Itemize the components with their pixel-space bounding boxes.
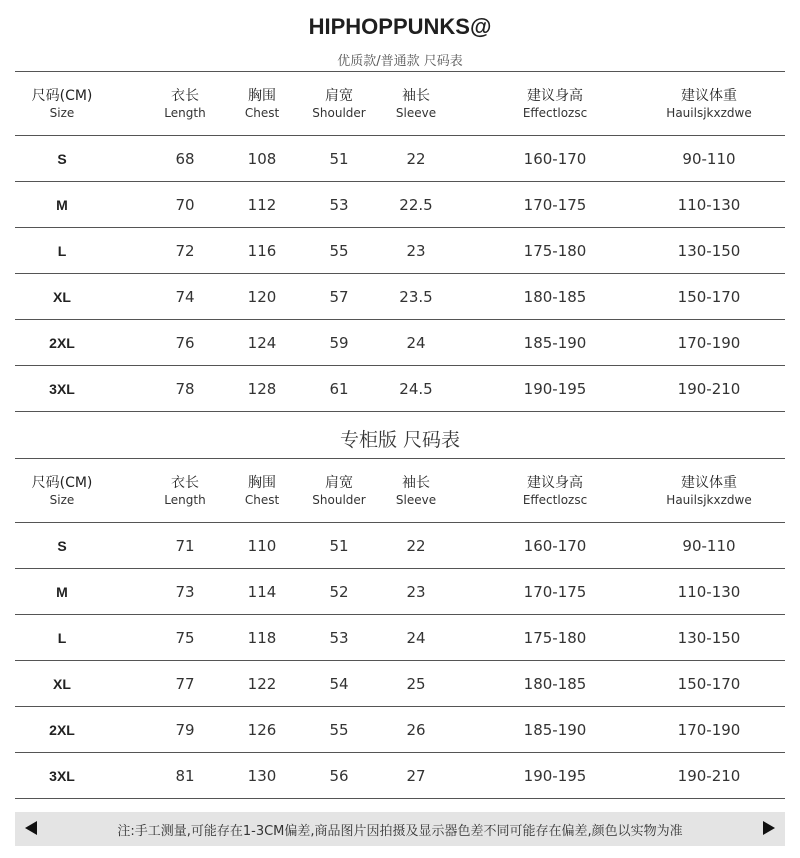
cell-height: 185-190 <box>523 720 587 739</box>
cell-sleeve: 24 <box>406 628 426 647</box>
cell-sleeve: 27 <box>406 766 426 785</box>
cell-shoulder: 51 <box>329 149 349 168</box>
cell-weight: 130-150 <box>677 241 741 260</box>
cell-chest: 126 <box>247 720 277 739</box>
cell-size: XL <box>53 675 71 692</box>
cell-chest: 110 <box>247 536 277 555</box>
table-row <box>15 661 785 707</box>
cell-size: S <box>57 537 67 554</box>
cell-weight: 110-130 <box>677 195 741 214</box>
cell-height: 180-185 <box>523 674 587 693</box>
cell-weight: 90-110 <box>682 149 736 168</box>
cell-chest: 130 <box>247 766 277 785</box>
cell-sleeve: 22 <box>406 149 426 168</box>
cell-weight: 190-210 <box>677 379 741 398</box>
cell-chest: 122 <box>247 674 277 693</box>
cell-sleeve: 23 <box>406 241 426 260</box>
header-height: 建议身高 Effectlozsc <box>522 474 588 507</box>
table2-title: 专柜版 尺码表 <box>339 429 461 451</box>
cell-height: 175-180 <box>523 628 587 647</box>
cell-chest: 124 <box>247 333 277 352</box>
cell-sleeve: 25 <box>406 674 426 693</box>
cell-size: 3XL <box>49 767 75 784</box>
header-size: 尺码(CM) Size <box>31 87 93 120</box>
cell-height: 180-185 <box>523 287 587 306</box>
table-row <box>15 523 785 569</box>
cell-sleeve: 24.5 <box>399 379 433 398</box>
cell-sleeve: 23 <box>406 582 426 601</box>
cell-weight: 150-170 <box>677 287 741 306</box>
cell-size: L <box>57 629 67 646</box>
cell-weight: 170-190 <box>677 720 741 739</box>
cell-sleeve: 24 <box>406 333 426 352</box>
cell-height: 190-195 <box>523 379 587 398</box>
cell-length: 79 <box>175 720 195 739</box>
cell-shoulder: 56 <box>329 766 349 785</box>
table-row <box>15 182 785 228</box>
arrow-left-icon[interactable] <box>25 821 37 835</box>
header-weight: 建议体重 Hauilsjkxzdwe <box>666 87 752 120</box>
header-sleeve: 袖长 Sleeve <box>395 474 437 507</box>
header-sleeve: 袖长 Sleeve <box>395 87 437 120</box>
header-chest: 胸围 Chest <box>244 87 280 120</box>
cell-height: 160-170 <box>523 536 587 555</box>
cell-height: 160-170 <box>523 149 587 168</box>
cell-height: 170-175 <box>523 195 587 214</box>
cell-size: M <box>56 196 68 213</box>
table-row <box>15 753 785 799</box>
cell-size: 2XL <box>49 334 75 351</box>
cell-sleeve: 22.5 <box>399 195 433 214</box>
cell-height: 190-195 <box>523 766 587 785</box>
table-header-row <box>15 72 785 136</box>
cell-length: 70 <box>175 195 195 214</box>
cell-height: 170-175 <box>523 582 587 601</box>
cell-shoulder: 51 <box>329 536 349 555</box>
table-row <box>15 274 785 320</box>
cell-shoulder: 53 <box>329 628 349 647</box>
cell-chest: 114 <box>247 582 277 601</box>
cell-weight: 110-130 <box>677 582 741 601</box>
table-row <box>15 615 785 661</box>
cell-weight: 150-170 <box>677 674 741 693</box>
table-header-row <box>15 459 785 523</box>
table1-subtitle: 优质款/普通款 尺码表 <box>337 54 463 69</box>
cell-length: 81 <box>175 766 195 785</box>
size-table-counter <box>15 458 785 799</box>
cell-chest: 118 <box>247 628 277 647</box>
cell-size: L <box>57 242 67 259</box>
header-length: 衣长 Length <box>164 474 206 507</box>
cell-size: M <box>56 583 68 600</box>
cell-length: 76 <box>175 333 195 352</box>
table-row <box>15 569 785 615</box>
table-row <box>15 320 785 366</box>
cell-length: 74 <box>175 287 195 306</box>
cell-shoulder: 53 <box>329 195 349 214</box>
table-row <box>15 366 785 412</box>
table-row <box>15 136 785 182</box>
cell-chest: 116 <box>247 241 277 260</box>
cell-length: 77 <box>175 674 195 693</box>
cell-height: 185-190 <box>523 333 587 352</box>
cell-length: 75 <box>175 628 195 647</box>
cell-size: 3XL <box>49 380 75 397</box>
cell-shoulder: 52 <box>329 582 349 601</box>
cell-weight: 130-150 <box>677 628 741 647</box>
cell-shoulder: 55 <box>329 720 349 739</box>
size-table-standard <box>15 71 785 412</box>
cell-size: S <box>57 150 67 167</box>
header-size: 尺码(CM) Size <box>31 474 93 507</box>
cell-shoulder: 61 <box>329 379 349 398</box>
cell-shoulder: 57 <box>329 287 349 306</box>
cell-length: 73 <box>175 582 195 601</box>
header-length: 衣长 Length <box>164 87 206 120</box>
brand-title: HIPHOPPUNKS@ <box>308 14 492 39</box>
cell-size: XL <box>53 288 71 305</box>
cell-size: 2XL <box>49 721 75 738</box>
measurement-note: 注:手工测量,可能存在1-3CM偏差,商品图片因拍摄及显示器色差不同可能存在偏差,颜色以实物为准 <box>117 823 683 839</box>
cell-length: 72 <box>175 241 195 260</box>
header-shoulder: 肩宽 Shoulder <box>312 474 366 507</box>
table-row <box>15 707 785 753</box>
arrow-right-icon[interactable] <box>763 821 775 835</box>
cell-sleeve: 26 <box>406 720 426 739</box>
cell-length: 78 <box>175 379 195 398</box>
cell-weight: 190-210 <box>677 766 741 785</box>
cell-chest: 108 <box>247 149 277 168</box>
cell-shoulder: 55 <box>329 241 349 260</box>
cell-height: 175-180 <box>523 241 587 260</box>
header-shoulder: 肩宽 Shoulder <box>312 87 366 120</box>
table-row <box>15 228 785 274</box>
cell-weight: 90-110 <box>682 536 736 555</box>
cell-shoulder: 54 <box>329 674 349 693</box>
cell-chest: 128 <box>247 379 277 398</box>
cell-chest: 112 <box>247 195 277 214</box>
cell-sleeve: 23.5 <box>399 287 433 306</box>
header-height: 建议身高 Effectlozsc <box>522 87 588 120</box>
cell-sleeve: 22 <box>406 536 426 555</box>
header-chest: 胸围 Chest <box>244 474 280 507</box>
cell-shoulder: 59 <box>329 333 349 352</box>
cell-weight: 170-190 <box>677 333 741 352</box>
cell-length: 71 <box>175 536 195 555</box>
cell-chest: 120 <box>247 287 277 306</box>
header-weight: 建议体重 Hauilsjkxzdwe <box>666 474 752 507</box>
cell-length: 68 <box>175 149 195 168</box>
note-bar <box>15 812 785 846</box>
